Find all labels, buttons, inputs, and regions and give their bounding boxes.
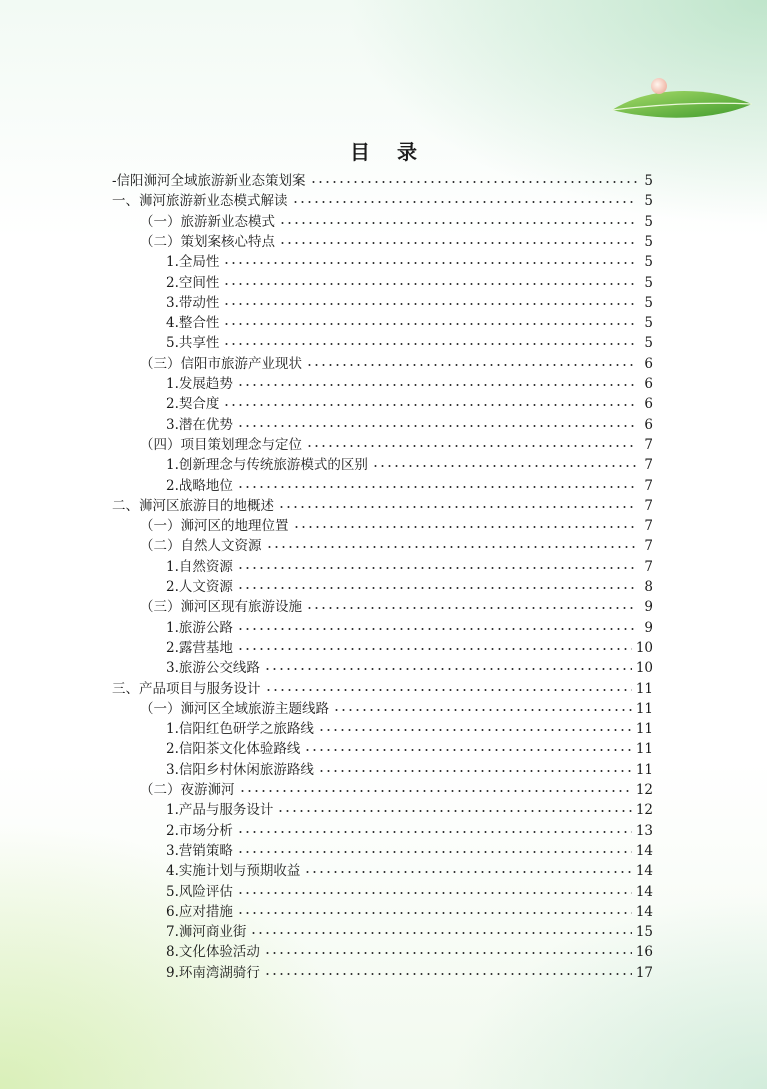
toc-entry-label: 3.信阳乡村休闲旅游路线 (166, 761, 314, 778)
toc-entry-label: 9.环南湾湖骑行 (166, 964, 260, 981)
toc-entry-label: 4.整合性 (166, 315, 220, 332)
toc-dot-leader (293, 523, 638, 531)
toc-entry-label: -信阳浉河全域旅游新业态策划案 (112, 173, 306, 189)
toc-dot-leader (266, 543, 638, 551)
toc-entry-page: 12 (635, 802, 653, 819)
toc-dot-leader (306, 361, 637, 369)
toc-dot-leader (250, 929, 631, 937)
toc-dot-leader (310, 178, 637, 186)
toc-entry-page: 9 (644, 599, 653, 616)
toc-entry-page: 6 (644, 416, 653, 433)
toc-entry[interactable] (166, 273, 653, 293)
toc-dot-leader (223, 320, 637, 328)
toc-entry[interactable] (166, 638, 653, 658)
toc-entry[interactable] (166, 882, 653, 902)
toc-entry-label: 1.全局性 (166, 254, 220, 271)
toc-entry[interactable] (166, 658, 653, 678)
toc-entry-label: 2.露营基地 (166, 639, 233, 656)
toc-entry[interactable] (166, 374, 653, 394)
toc-dot-leader (239, 787, 632, 795)
toc-dot-leader (372, 462, 637, 470)
toc-entry-label: （一）浉河区全域旅游主题线路 (140, 700, 329, 717)
toc-entry[interactable] (166, 476, 653, 496)
toc-entry-page: 9 (644, 619, 653, 636)
toc-entry-label: （三）浉河区现有旅游设施 (140, 599, 302, 616)
toc-dot-leader (223, 259, 637, 267)
toc-entry-page: 10 (635, 660, 653, 677)
toc-entry[interactable] (112, 171, 653, 191)
toc-entry[interactable] (140, 232, 653, 252)
toc-entry-page: 5 (644, 315, 653, 332)
toc-entry[interactable] (112, 191, 653, 211)
toc-dot-leader (223, 340, 637, 348)
toc-entry-page: 15 (635, 924, 653, 941)
toc-entry-label: 8.文化体验活动 (166, 944, 260, 961)
toc-entry-page: 7 (644, 538, 653, 555)
toc-entry-label: 3.旅游公交线路 (166, 660, 260, 677)
toc-dot-leader (237, 584, 637, 592)
toc-entry-label: 5.共享性 (166, 335, 220, 352)
toc-title: 目 录 (350, 140, 427, 164)
toc-entry-page: 7 (644, 477, 653, 494)
toc-entry-label: 2.契合度 (166, 396, 220, 413)
toc-entry-page: 11 (635, 761, 653, 778)
toc-entry-page: 10 (635, 639, 653, 656)
toc-entry[interactable] (140, 354, 653, 374)
toc-entry-page: 14 (635, 863, 653, 880)
toc-entry[interactable] (140, 699, 653, 719)
toc-entry[interactable] (166, 861, 653, 881)
toc-entry-label: 2.人文资源 (166, 579, 233, 595)
toc-entry-label: 1.产品与服务设计 (166, 802, 274, 819)
toc-entry-page: 5 (644, 213, 653, 230)
toc-dot-leader (237, 889, 632, 897)
toc-entry-label: （一）浉河区的地理位置 (140, 518, 289, 535)
toc-entry-page: 12 (635, 782, 653, 798)
toc-entry[interactable] (140, 516, 653, 536)
toc-entry-page: 6 (644, 396, 653, 413)
toc-entry-page: 7 (644, 558, 653, 575)
toc-dot-leader (237, 828, 632, 836)
toc-entry[interactable] (166, 394, 653, 414)
toc-entry-label: 7.浉河商业街 (166, 924, 247, 941)
toc-entry-page: 8 (644, 579, 653, 595)
toc-entry-page: 11 (635, 680, 653, 697)
toc-dot-leader (237, 645, 632, 653)
toc-entry[interactable] (140, 212, 653, 232)
toc-dot-leader (333, 706, 632, 714)
toc-entry[interactable] (166, 902, 653, 922)
toc-entry[interactable] (166, 577, 653, 597)
toc-entry-page: 5 (644, 193, 653, 210)
toc-dot-leader (223, 300, 637, 308)
toc-entry-label: 3.营销策略 (166, 842, 233, 859)
toc-entry[interactable] (112, 496, 653, 516)
toc-entry-page: 16 (635, 944, 653, 961)
toc-dot-leader (223, 401, 637, 409)
toc-entry[interactable] (166, 739, 653, 759)
toc-entry-page: 11 (635, 700, 653, 717)
toc-dot-leader (237, 625, 637, 633)
toc-entry[interactable] (166, 922, 653, 942)
toc-entry[interactable] (166, 557, 653, 577)
toc-entry-page: 11 (635, 741, 653, 758)
toc-dot-leader (264, 665, 632, 673)
toc-entry-label: （四）项目策划理念与定位 (140, 436, 302, 453)
toc-entry-label: 1.发展趋势 (166, 376, 233, 392)
toc-dot-leader (304, 746, 631, 754)
toc-entry-page: 7 (644, 497, 653, 514)
toc-entry[interactable] (166, 942, 653, 962)
toc-dot-leader (264, 970, 632, 978)
toc-entry-label: （二）策划案核心特点 (140, 233, 275, 250)
toc-entry-page: 7 (644, 436, 653, 453)
toc-entry-label: 4.实施计划与预期收益 (166, 863, 301, 880)
toc-entry-label: 2.战略地位 (166, 477, 233, 494)
toc-entry[interactable] (140, 435, 653, 455)
toc-entry-page: 7 (644, 457, 653, 474)
toc-dot-leader (306, 442, 637, 450)
toc-dot-leader (237, 381, 637, 389)
toc-entry-label: 3.潜在优势 (166, 416, 233, 433)
toc-entry-page: 5 (644, 274, 653, 291)
toc-entry-page: 5 (644, 335, 653, 352)
toc-entry[interactable] (140, 597, 653, 617)
toc-entry[interactable] (166, 252, 653, 272)
toc-entry-page: 6 (644, 355, 653, 372)
toc-entry-page: 14 (635, 903, 653, 920)
toc-dot-leader (237, 909, 632, 917)
toc-entry[interactable] (140, 780, 653, 800)
toc-entry-page: 17 (635, 964, 653, 981)
toc-dot-leader (277, 807, 631, 815)
toc-dot-leader (278, 503, 637, 511)
toc-entry-label: 1.自然资源 (166, 558, 233, 575)
toc-dot-leader (223, 280, 637, 288)
toc-dot-leader (237, 483, 637, 491)
toc-entry-label: 6.应对措施 (166, 903, 233, 920)
toc-entry-label: 5.风险评估 (166, 883, 233, 900)
toc-entry[interactable] (140, 536, 653, 556)
toc-dot-leader (265, 686, 632, 694)
toc-dot-leader (279, 219, 637, 227)
toc-entry[interactable] (166, 313, 653, 333)
toc-entry[interactable] (166, 719, 653, 739)
toc-entry-label: 2.空间性 (166, 274, 220, 291)
toc-dot-leader (292, 198, 638, 206)
toc-entry-page: 6 (644, 376, 653, 392)
toc-entry-page: 14 (635, 842, 653, 859)
toc-dot-leader (306, 604, 637, 612)
toc-entry-page: 11 (635, 721, 653, 738)
toc-dot-leader (318, 726, 632, 734)
toc-entry-label: （二）自然人文资源 (140, 538, 262, 555)
toc-entry-page: 5 (644, 173, 653, 189)
toc-entry-label: （一）旅游新业态模式 (140, 213, 275, 230)
toc-entry[interactable] (166, 841, 653, 861)
toc-entry[interactable] (166, 333, 653, 353)
toc-entry-page: 5 (644, 294, 653, 311)
toc-entry[interactable] (166, 760, 653, 780)
toc-dot-leader (264, 949, 632, 957)
toc-entry-page: 13 (635, 822, 653, 839)
toc-dot-leader (237, 422, 637, 430)
toc-dot-leader (237, 848, 632, 856)
toc-dot-leader (279, 239, 637, 247)
toc-entry-label: 二、浉河区旅游目的地概述 (112, 497, 274, 514)
toc-entry[interactable] (166, 821, 653, 841)
toc-entry[interactable] (166, 415, 653, 435)
toc-entry-label: 1.旅游公路 (166, 619, 233, 636)
toc-entry[interactable] (166, 618, 653, 638)
toc-dot-leader (237, 564, 637, 572)
toc-entry-label: （二）夜游浉河 (140, 782, 235, 798)
toc-entry-page: 5 (644, 254, 653, 271)
leaf-illustration (606, 70, 756, 125)
toc-entry-label: 一、浉河旅游新业态模式解读 (112, 193, 288, 210)
toc-dot-leader (304, 868, 631, 876)
toc-entry[interactable] (166, 963, 653, 983)
toc-entry-page: 7 (644, 518, 653, 535)
toc-entry[interactable] (166, 293, 653, 313)
toc-entry-label: 1.创新理念与传统旅游模式的区别 (166, 457, 368, 474)
toc-entry-page: 14 (635, 883, 653, 900)
toc-entry-label: 2.信阳茶文化体验路线 (166, 741, 301, 758)
toc-entry-label: 2.市场分析 (166, 822, 233, 839)
toc-entry-page: 5 (644, 233, 653, 250)
toc-entry-label: 1.信阳红色研学之旅路线 (166, 721, 314, 738)
toc-entry[interactable] (112, 679, 653, 699)
toc-entry-label: 3.带动性 (166, 294, 220, 311)
toc-dot-leader (318, 767, 632, 775)
toc-entry-label: 三、产品项目与服务设计 (112, 680, 261, 697)
toc-entry-label: （三）信阳市旅游产业现状 (140, 355, 302, 372)
toc-entry[interactable] (166, 800, 653, 820)
toc-entry[interactable] (166, 455, 653, 475)
